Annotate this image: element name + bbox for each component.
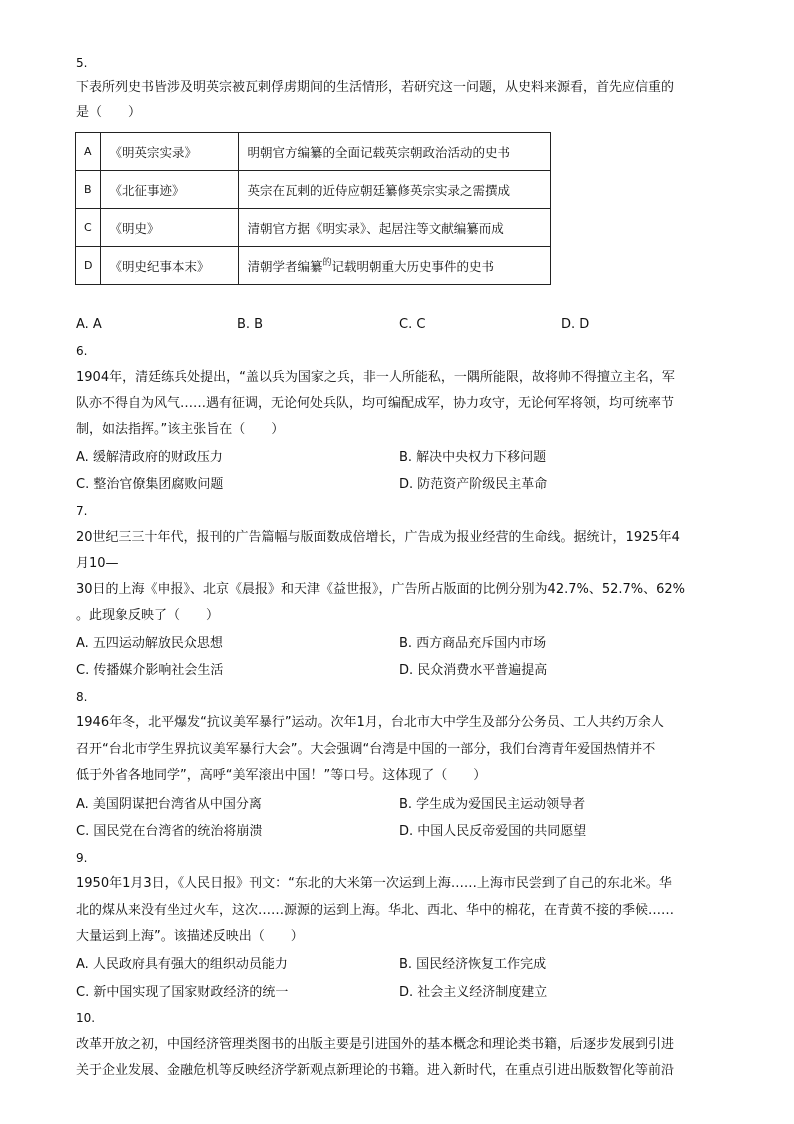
question-5-stem-line-1: 下表所列史书皆涉及明英宗被瓦剌俘虏期间的生活情形，若研究这一问题，从史料来源看，首先应信重的: [76, 80, 675, 95]
question-8-line-3: 低于外省各地同学”，高呼“美军滚出中国！”等口号。这体现了（ ）: [76, 768, 487, 783]
q7-option-b: B. 西方商品充斥国内市场: [399, 636, 547, 651]
row-letter: C: [76, 209, 101, 247]
q7-option-a: A. 五四运动解放民众思想: [76, 636, 223, 651]
q8-option-a: A. 美国阴谋把台湾省从中国分离: [76, 797, 262, 812]
q6-option-b: B. 解决中央权力下移问题: [399, 450, 547, 465]
q6-option-a: A. 缓解清政府的财政压力: [76, 450, 223, 465]
question-5-number: 5.: [76, 56, 88, 70]
q9-option-b: B. 国民经济恢复工作完成: [399, 957, 547, 972]
q7-option-c: C. 传播媒介影响社会生活: [76, 663, 224, 678]
q6-option-c: C. 整治官僚集团腐败问题: [76, 477, 224, 492]
book-title: 《明史》: [101, 209, 239, 247]
question-7-line-1: 20世纪三三十年代，报刊的广告篇幅与版面数成倍增长，广告成为报业经营的生命线。据统计，1925年4: [76, 530, 680, 545]
q8-option-c: C. 国民党在台湾省的统治将崩溃: [76, 824, 263, 839]
q5-option-b: B. B: [237, 317, 264, 332]
q8-option-d: D. 中国人民反帝爱国的共同愿望: [399, 824, 587, 839]
question-6-line-3: 制，如法指挥。”该主张旨在（ ）: [76, 422, 285, 437]
q9-option-c: C. 新中国实现了国家财政经济的统一: [76, 985, 289, 1000]
book-description: 明朝官方编纂的全面记载英宗朝政治活动的史书: [239, 133, 551, 171]
question-8-number: 8.: [76, 690, 88, 704]
question-9-line-1: 1950年1月3日，《人民日报》刊文：“东北的大米第一次运到上海……上海市民尝到了自己的东北米。华: [76, 876, 672, 891]
question-7-line-3: 30日的上海《申报》、北京《晨报》和天津《益世报》，广告所占版面的比例分别为42.7%、52.7%、62%: [76, 582, 686, 597]
question-10-line-1: 改革开放之初，中国经济管理类图书的出版主要是引进国外的基本概念和理论类书籍，后逐步发展到引进: [76, 1037, 675, 1052]
book-description: 英宗在瓦剌的近侍应朝廷纂修英宗实录之需撰成: [239, 171, 551, 209]
question-7-line-4: 。此现象反映了（ ）: [76, 608, 220, 623]
question-8-line-2: 召开“台北市学生界抗议美军暴行大会”。大会强调“台湾是中国的一部分，我们台湾青年爱国热情并不: [76, 742, 656, 757]
question-7-line-2: 月10—: [76, 556, 119, 571]
row-letter: A: [76, 133, 101, 171]
description-part-1: 清朝学者编纂: [247, 258, 323, 274]
table-row: [76, 133, 551, 171]
book-description: 清朝官方据《明实录》、起居注等文献编纂而成: [239, 209, 551, 247]
question-9-line-3: 大量运到上海”。该描述反映出（ ）: [76, 929, 304, 944]
question-9-line-2: 北的煤从来没有坐过火车，这次……源源的运到上海。华北、西北、华中的棉花，在青黄不接的季候……: [76, 903, 675, 918]
question-9-number: 9.: [76, 851, 88, 865]
question-6-line-2: 队亦不得自为风气……遇有征调，无论何处兵队，均可编配成军，协力攻守，无论何军将领，均可统率节: [76, 396, 675, 411]
question-10-line-2: 关于企业发展、金融危机等反映经济学新观点新理论的书籍。进入新时代，在重点引进出版数智化等前沿: [76, 1063, 675, 1078]
q5-option-c: C. C: [399, 317, 426, 332]
q7-option-d: D. 民众消费水平普遍提高: [399, 663, 548, 678]
source-table: [75, 132, 551, 285]
table-row: [76, 171, 551, 209]
question-6-number: 6.: [76, 344, 88, 358]
question-7-number: 7.: [76, 504, 88, 518]
table-row: [76, 209, 551, 247]
q8-option-b: B. 学生成为爱国民主运动领导者: [399, 797, 586, 812]
description-part-2: 记载明朝重大历史事件的史书: [331, 258, 495, 274]
book-title: 《明史纪事本末》: [101, 247, 239, 285]
question-6-line-1: 1904年，清廷练兵处提出，“盖以兵为国家之兵，非一人所能私，一隅所能限，故将帅不得擅立主名，军: [76, 370, 675, 385]
question-5-stem-line-2: 是（ ）: [76, 105, 142, 120]
q5-option-a: A. A: [76, 317, 102, 332]
question-10-number: 10.: [76, 1011, 96, 1025]
row-letter: D: [76, 247, 101, 285]
q9-option-a: A. 人民政府具有强大的组织动员能力: [76, 957, 288, 972]
superscript-char: 的: [322, 257, 332, 268]
table-row: [76, 247, 551, 285]
q6-option-d: D. 防范资产阶级民主革命: [399, 477, 548, 492]
q5-option-d: D. D: [561, 317, 590, 332]
book-description: [239, 247, 551, 285]
row-letter: B: [76, 171, 101, 209]
q9-option-d: D. 社会主义经济制度建立: [399, 985, 548, 1000]
book-title: 《北征事迹》: [101, 171, 239, 209]
question-8-line-1: 1946年冬，北平爆发“抗议美军暴行”运动。次年1月，台北市大中学生及部分公务员、工人共约万余人: [76, 715, 664, 730]
book-title: 《明英宗实录》: [101, 133, 239, 171]
